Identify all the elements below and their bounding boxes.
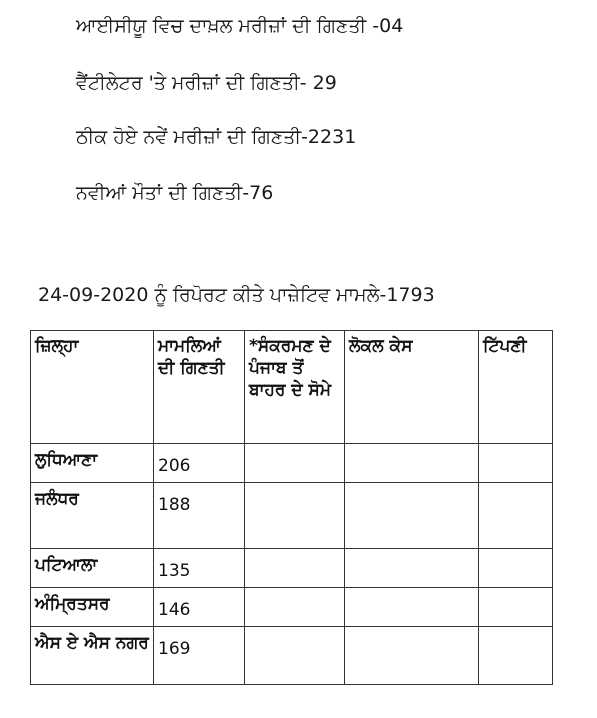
district-cases-table <box>30 330 553 685</box>
table-row <box>31 627 553 685</box>
outside-source-cell <box>245 483 345 549</box>
header-case-count: ਮਾਮਲਿਆਂ ਦੀ ਗਿਣਤੀ <box>154 331 245 444</box>
remarks-cell <box>479 549 553 588</box>
remarks-cell <box>479 483 553 549</box>
case-count-cell: 188 <box>154 483 245 549</box>
table-row <box>31 549 553 588</box>
outside-source-cell <box>245 444 345 483</box>
table-row <box>31 588 553 627</box>
case-count-cell: 146 <box>154 588 245 627</box>
ventilator-patients-line: ਵੈਂਟੀਲੇਟਰ 'ਤੇ ਮਰੀਜ਼ਾਂ ਦੀ ਗਿਣਤੀ- 29 <box>76 72 337 94</box>
table-row <box>31 444 553 483</box>
new-deaths-line: ਨਵੀਆਂ ਮੌਤਾਂ ਦੀ ਗਿਣਤੀ-76 <box>76 182 274 204</box>
case-count-cell: 169 <box>154 627 245 685</box>
header-remarks: ਟਿੱਪਣੀ <box>479 331 553 444</box>
outside-source-cell <box>245 588 345 627</box>
local-cases-cell <box>345 549 479 588</box>
district-cell: ਲੁਧਿਆਣਾ <box>31 444 154 483</box>
district-cell: ਪਟਿਆਲਾ <box>31 549 154 588</box>
district-cell: ਜਲੰਧਰ <box>31 483 154 549</box>
table-header-row <box>31 331 553 444</box>
recovered-patients-line: ਠੀਕ ਹੋਏ ਨਵੇਂ ਮਰੀਜ਼ਾਂ ਦੀ ਗਿਣਤੀ-2231 <box>76 126 357 148</box>
case-count-cell: 206 <box>154 444 245 483</box>
local-cases-cell <box>345 483 479 549</box>
district-cell: ਐਸ ਏ ਐਸ ਨਗਰ <box>31 627 154 685</box>
outside-source-cell <box>245 627 345 685</box>
local-cases-cell <box>345 627 479 685</box>
header-district: ਜ਼ਿਲ੍ਹਾ <box>31 331 154 444</box>
remarks-cell <box>479 588 553 627</box>
remarks-cell <box>479 444 553 483</box>
local-cases-cell <box>345 444 479 483</box>
header-outside-source: *ਸੰਕਰਮਣ ਦੇ ਪੰਜਾਬ ਤੋਂ ਬਾਹਰ ਦੇ ਸੋਮੇ <box>245 331 345 444</box>
outside-source-cell <box>245 549 345 588</box>
case-count-cell: 135 <box>154 549 245 588</box>
remarks-cell <box>479 627 553 685</box>
district-cell: ਅੰਮ੍ਰਿਤਸਰ <box>31 588 154 627</box>
header-local-cases: ਲੋਕਲ ਕੇਸ <box>345 331 479 444</box>
local-cases-cell <box>345 588 479 627</box>
table-row <box>31 483 553 549</box>
positive-cases-heading: 24-09-2020 ਨੂੰ ਰਿਪੋਰਟ ਕੀਤੇ ਪਾਜ਼ੇਟਿਵ ਮਾਮਲੇ-1793 <box>38 284 435 306</box>
icu-patients-line: ਆਈਸੀਯੂ ਵਿਚ ਦਾਖ਼ਲ ਮਰੀਜ਼ਾਂ ਦੀ ਗਿਣਤੀ -04 <box>76 15 404 37</box>
